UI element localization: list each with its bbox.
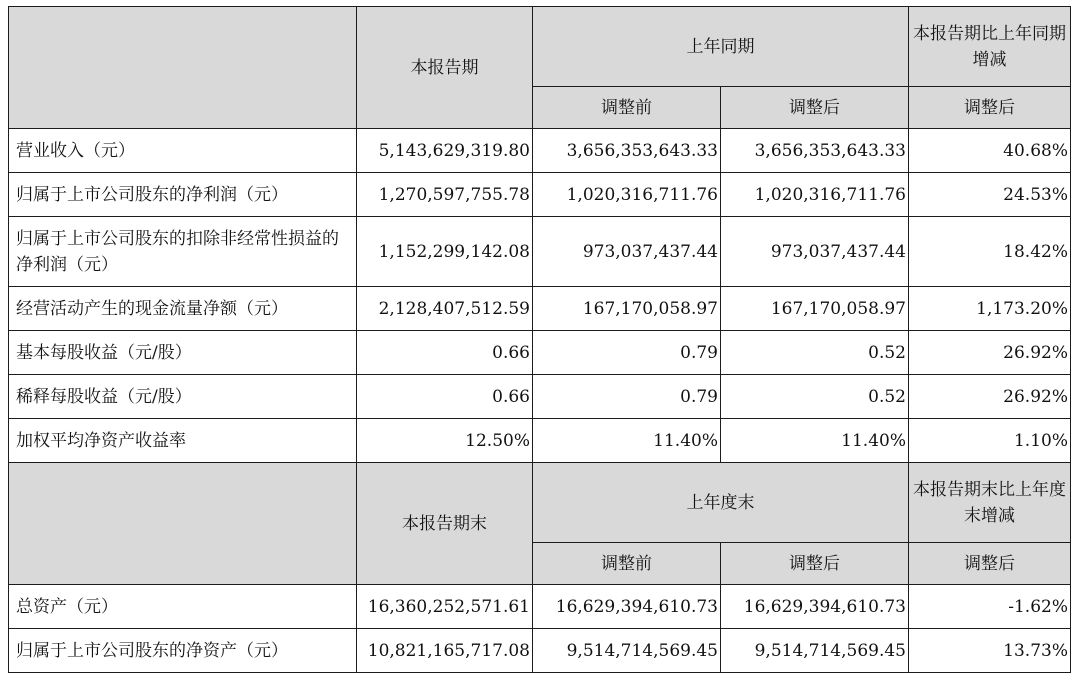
change-value: 26.92% xyxy=(909,375,1071,419)
current-value: 10,821,165,717.08 xyxy=(357,629,533,673)
current-value: 1,152,299,142.08 xyxy=(357,217,533,287)
row-label: 总资产（元） xyxy=(9,585,357,629)
before-value: 16,629,394,610.73 xyxy=(533,585,721,629)
table-row xyxy=(9,287,1071,331)
before-value: 3,656,353,643.33 xyxy=(533,129,721,173)
current-value: 16,360,252,571.61 xyxy=(357,585,533,629)
change-value: 1,173.20% xyxy=(909,287,1071,331)
header-row xyxy=(9,7,1071,87)
after-value: 16,629,394,610.73 xyxy=(721,585,909,629)
table-row xyxy=(9,129,1071,173)
row-label: 归属于上市公司股东的净利润（元） xyxy=(9,173,357,217)
after-value: 973,037,437.44 xyxy=(721,217,909,287)
current-value: 2,128,407,512.59 xyxy=(357,287,533,331)
current-value: 0.66 xyxy=(357,375,533,419)
after-value: 0.52 xyxy=(721,331,909,375)
change-value: 24.53% xyxy=(909,173,1071,217)
header-row xyxy=(9,463,1071,543)
header-change: 本报告期比上年同期增减 xyxy=(909,7,1071,87)
before-value: 973,037,437.44 xyxy=(533,217,721,287)
current-value: 5,143,629,319.80 xyxy=(357,129,533,173)
row-label: 营业收入（元） xyxy=(9,129,357,173)
header-prior-period: 上年同期 xyxy=(533,7,909,87)
table-row xyxy=(9,173,1071,217)
table-row xyxy=(9,331,1071,375)
header-after-adjustment: 调整后 xyxy=(721,543,909,585)
header-blank-cell xyxy=(9,463,357,585)
row-label: 稀释每股收益（元/股） xyxy=(9,375,357,419)
header-change-after: 调整后 xyxy=(909,543,1071,585)
header-prior-year-end: 上年度末 xyxy=(533,463,909,543)
before-value: 0.79 xyxy=(533,375,721,419)
change-value: 1.10% xyxy=(909,419,1071,463)
table-row xyxy=(9,629,1071,673)
table-row xyxy=(9,375,1071,419)
after-value: 3,656,353,643.33 xyxy=(721,129,909,173)
before-value: 11.40% xyxy=(533,419,721,463)
after-value: 9,514,714,569.45 xyxy=(721,629,909,673)
table-row xyxy=(9,419,1071,463)
after-value: 167,170,058.97 xyxy=(721,287,909,331)
header-change: 本报告期末比上年度末增减 xyxy=(909,463,1071,543)
financial-summary-table xyxy=(8,6,1071,673)
before-value: 1,020,316,711.76 xyxy=(533,173,721,217)
header-change-after: 调整后 xyxy=(909,87,1071,129)
row-label: 归属于上市公司股东的扣除非经常性损益的净利润（元） xyxy=(9,217,357,287)
before-value: 167,170,058.97 xyxy=(533,287,721,331)
header-before-adjustment: 调整前 xyxy=(533,87,721,129)
after-value: 11.40% xyxy=(721,419,909,463)
table-row xyxy=(9,585,1071,629)
change-value: 26.92% xyxy=(909,331,1071,375)
header-after-adjustment: 调整后 xyxy=(721,87,909,129)
after-value: 1,020,316,711.76 xyxy=(721,173,909,217)
row-label: 加权平均净资产收益率 xyxy=(9,419,357,463)
header-before-adjustment: 调整前 xyxy=(533,543,721,585)
row-label: 经营活动产生的现金流量净额（元） xyxy=(9,287,357,331)
row-label: 归属于上市公司股东的净资产（元） xyxy=(9,629,357,673)
change-value: 40.68% xyxy=(909,129,1071,173)
current-value: 0.66 xyxy=(357,331,533,375)
row-label: 基本每股收益（元/股） xyxy=(9,331,357,375)
before-value: 9,514,714,569.45 xyxy=(533,629,721,673)
change-value: 13.73% xyxy=(909,629,1071,673)
table-row xyxy=(9,217,1071,287)
current-value: 1,270,597,755.78 xyxy=(357,173,533,217)
before-value: 0.79 xyxy=(533,331,721,375)
change-value: 18.42% xyxy=(909,217,1071,287)
current-value: 12.50% xyxy=(357,419,533,463)
header-current-period: 本报告期 xyxy=(357,7,533,129)
header-period-end: 本报告期末 xyxy=(357,463,533,585)
header-blank-cell xyxy=(9,7,357,129)
change-value: -1.62% xyxy=(909,585,1071,629)
after-value: 0.52 xyxy=(721,375,909,419)
